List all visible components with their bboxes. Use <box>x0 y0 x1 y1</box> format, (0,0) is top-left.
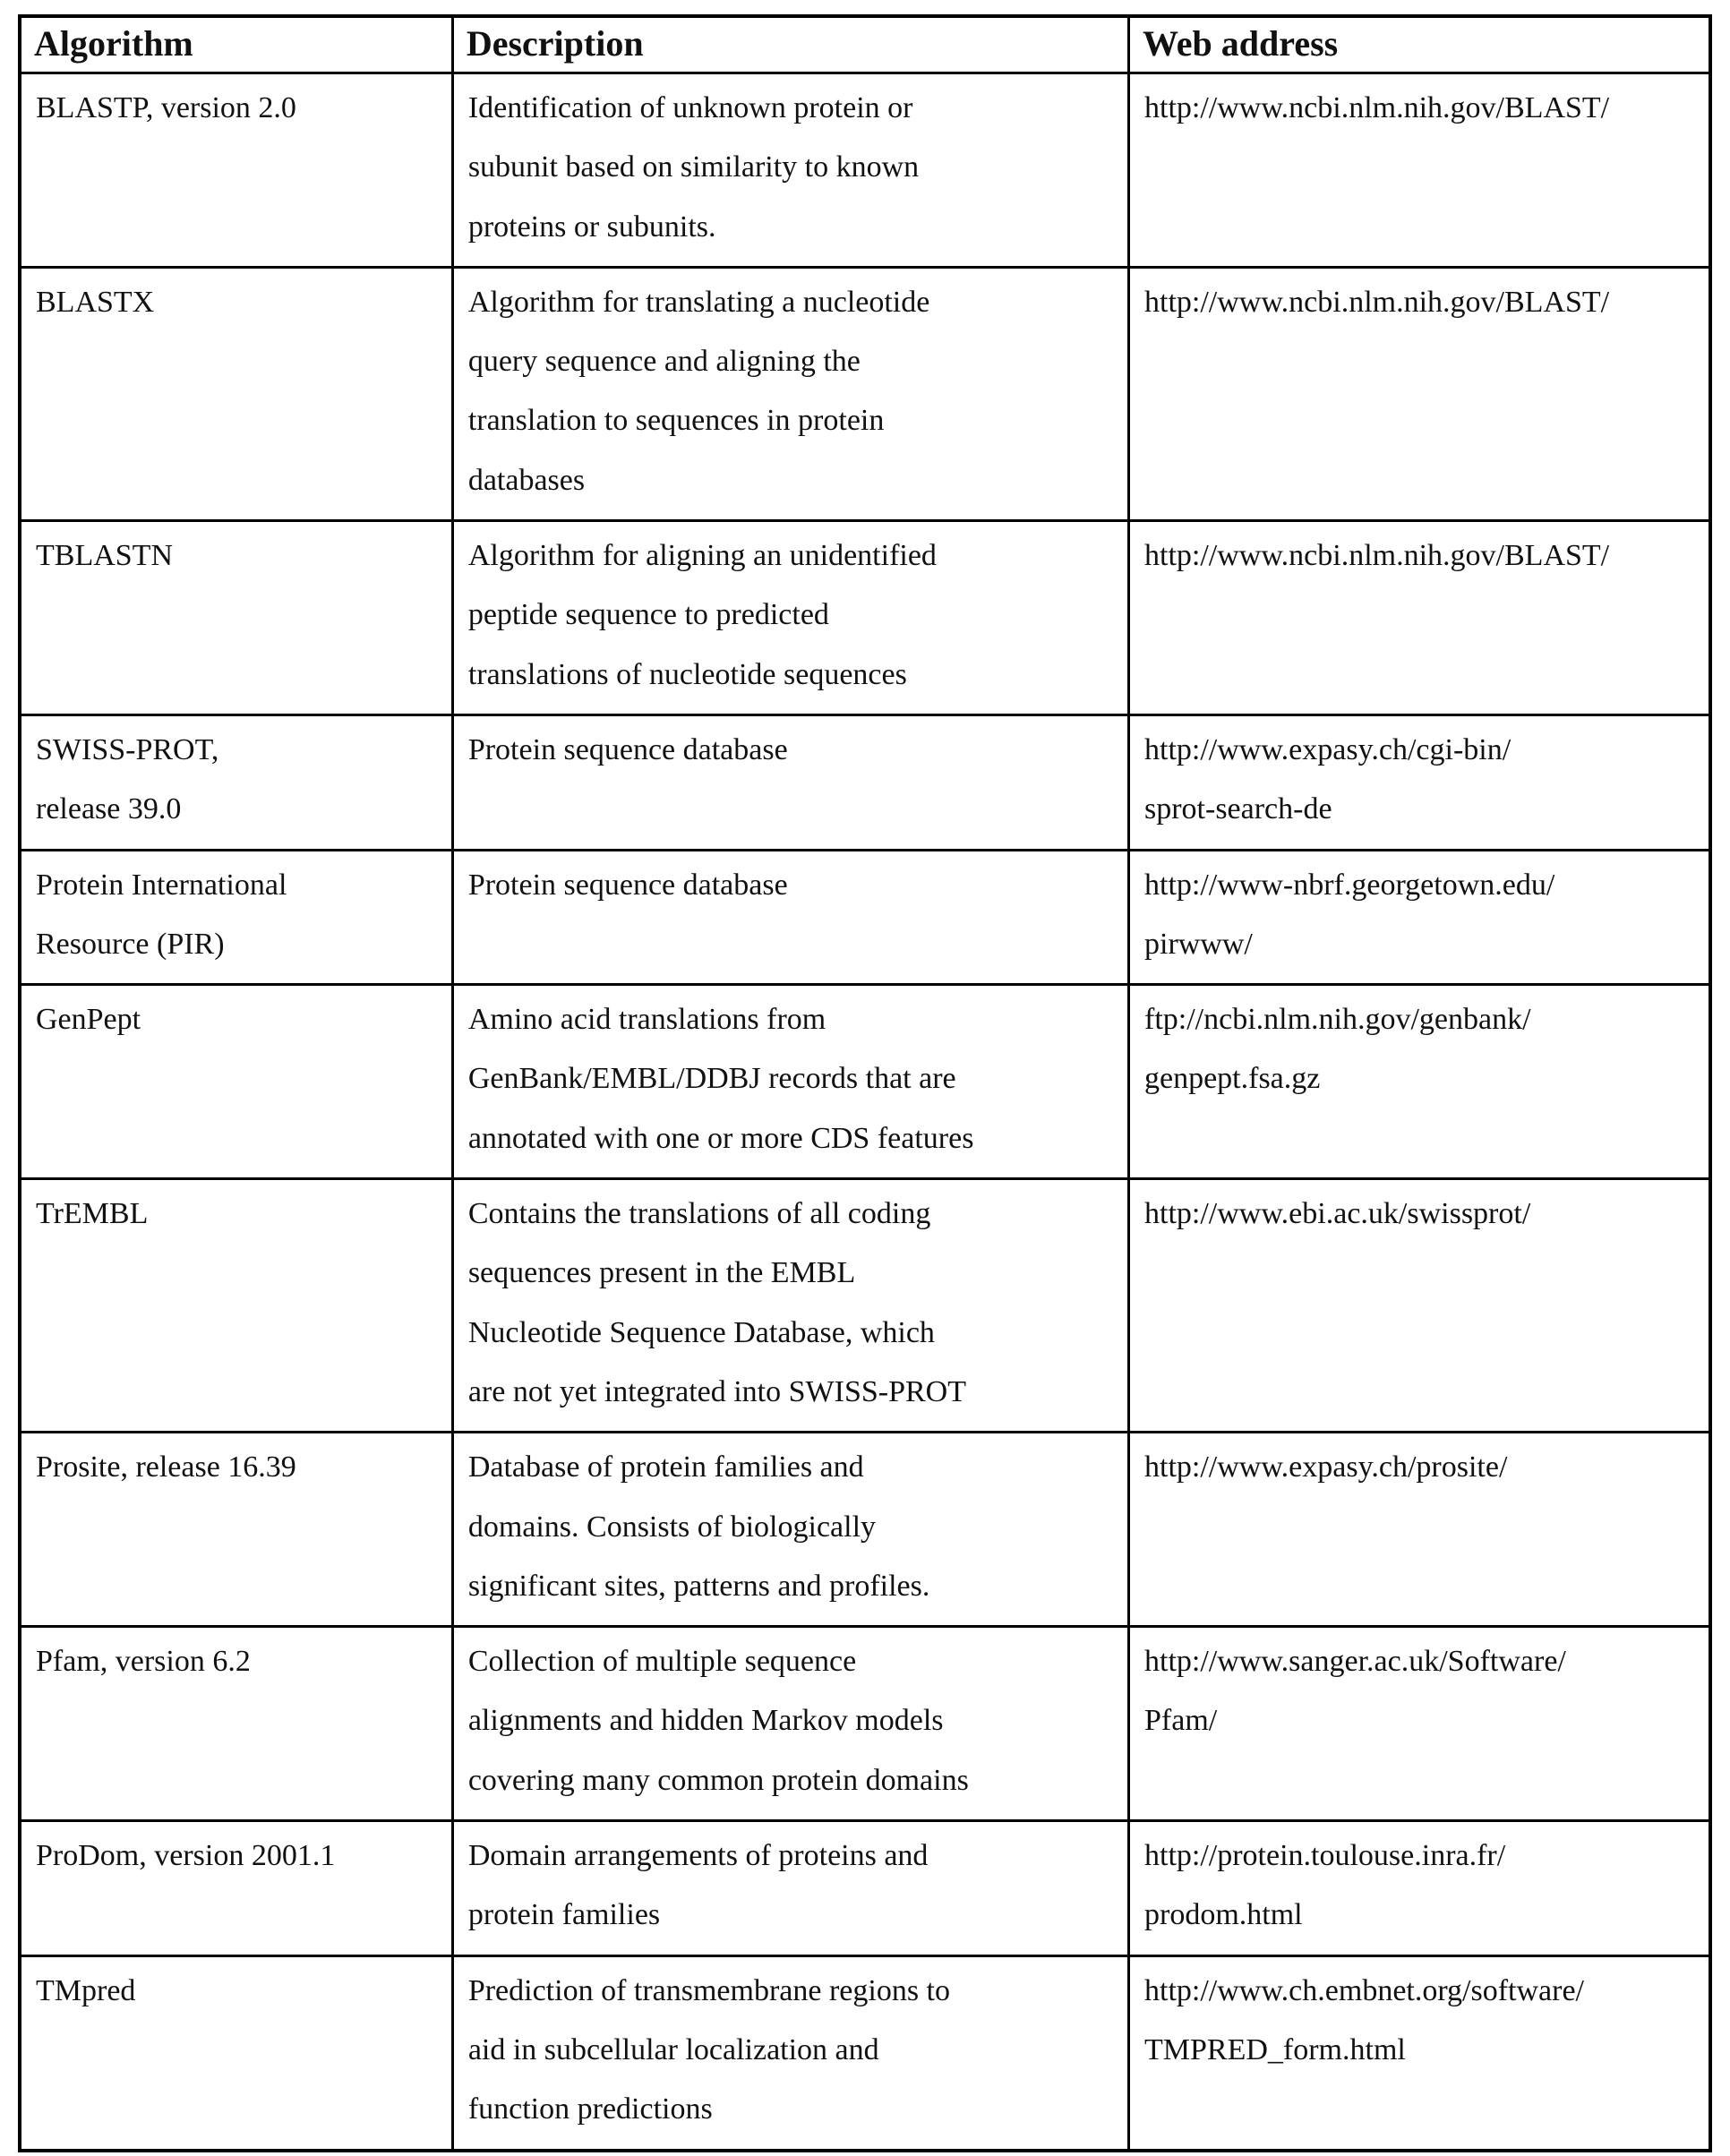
description-cell: Collection of multiple sequence alignments and hidden Markov models covering many common protein domains <box>452 1627 1128 1821</box>
description-cell: Protein sequence database <box>452 850 1128 985</box>
web-address-cell: ftp://ncbi.nlm.nih.gov/genbank/ genpept.fsa.gz <box>1129 985 1711 1179</box>
table-row <box>20 267 1710 520</box>
table-row <box>20 73 1710 268</box>
description-cell: Algorithm for aligning an unidentified peptide sequence to predicted translations of nucleotide sequences <box>452 521 1128 715</box>
table-row <box>20 1627 1710 1821</box>
algorithm-cell: TMpred <box>20 1955 452 2150</box>
algorithm-cell: SWISS-PROT, release 39.0 <box>20 714 452 850</box>
table-row <box>20 850 1710 985</box>
algorithm-cell: GenPept <box>20 985 452 1179</box>
description-cell: Amino acid translations from GenBank/EMBL/DDBJ records that are annotated with one or more CDS features <box>452 985 1128 1179</box>
algorithms-table <box>18 14 1712 2152</box>
algorithm-cell: TBLASTN <box>20 521 452 715</box>
algorithm-cell: BLASTP, version 2.0 <box>20 73 452 268</box>
header-row <box>20 16 1710 73</box>
description-cell: Database of protein families and domains. Consists of biologically significant sites, patterns and profiles. <box>452 1433 1128 1627</box>
description-cell: Domain arrangements of proteins and protein families <box>452 1821 1128 1956</box>
table-row <box>20 1821 1710 1956</box>
web-address-cell: http://www.ncbi.nlm.nih.gov/BLAST/ <box>1129 521 1711 715</box>
web-address-cell: http://www.ch.embnet.org/software/ TMPRED_form.html <box>1129 1955 1711 2150</box>
web-address-cell: http://www.expasy.ch/prosite/ <box>1129 1433 1711 1627</box>
web-address-cell: http://www.ebi.ac.uk/swissprot/ <box>1129 1179 1711 1433</box>
table-row <box>20 1179 1710 1433</box>
description-cell: Prediction of transmembrane regions to aid in subcellular localization and function predictions <box>452 1955 1128 2150</box>
description-cell: Protein sequence database <box>452 714 1128 850</box>
web-address-cell: http://www.sanger.ac.uk/Software/ Pfam/ <box>1129 1627 1711 1821</box>
table-row <box>20 1955 1710 2150</box>
web-address-cell: http://www.expasy.ch/cgi-bin/ sprot-search-de <box>1129 714 1711 850</box>
description-cell: Contains the translations of all coding sequences present in the EMBL Nucleotide Sequence Database, which are not yet integrated into SWISS-PROT <box>452 1179 1128 1433</box>
web-address-cell: http://www.ncbi.nlm.nih.gov/BLAST/ <box>1129 73 1711 268</box>
table-row <box>20 985 1710 1179</box>
algorithm-cell: BLASTX <box>20 267 452 520</box>
web-address-cell: http://protein.toulouse.inra.fr/ prodom.html <box>1129 1821 1711 1956</box>
description-cell: Identification of unknown protein or subunit based on similarity to known proteins or subunits. <box>452 73 1128 268</box>
web-address-cell: http://www-nbrf.georgetown.edu/ pirwww/ <box>1129 850 1711 985</box>
algorithm-cell: Protein International Resource (PIR) <box>20 850 452 985</box>
column-header-web-address: Web address <box>1129 16 1711 73</box>
algorithm-cell: Pfam, version 6.2 <box>20 1627 452 1821</box>
algorithm-cell: Prosite, release 16.39 <box>20 1433 452 1627</box>
column-header-algorithm: Algorithm <box>20 16 452 73</box>
algorithm-cell: TrEMBL <box>20 1179 452 1433</box>
description-cell: Algorithm for translating a nucleotide query sequence and aligning the translation to sequences in protein databases <box>452 267 1128 520</box>
algorithm-cell: ProDom, version 2001.1 <box>20 1821 452 1956</box>
column-header-description: Description <box>452 16 1128 73</box>
table-row <box>20 714 1710 850</box>
table-row <box>20 521 1710 715</box>
table-row <box>20 1433 1710 1627</box>
web-address-cell: http://www.ncbi.nlm.nih.gov/BLAST/ <box>1129 267 1711 520</box>
